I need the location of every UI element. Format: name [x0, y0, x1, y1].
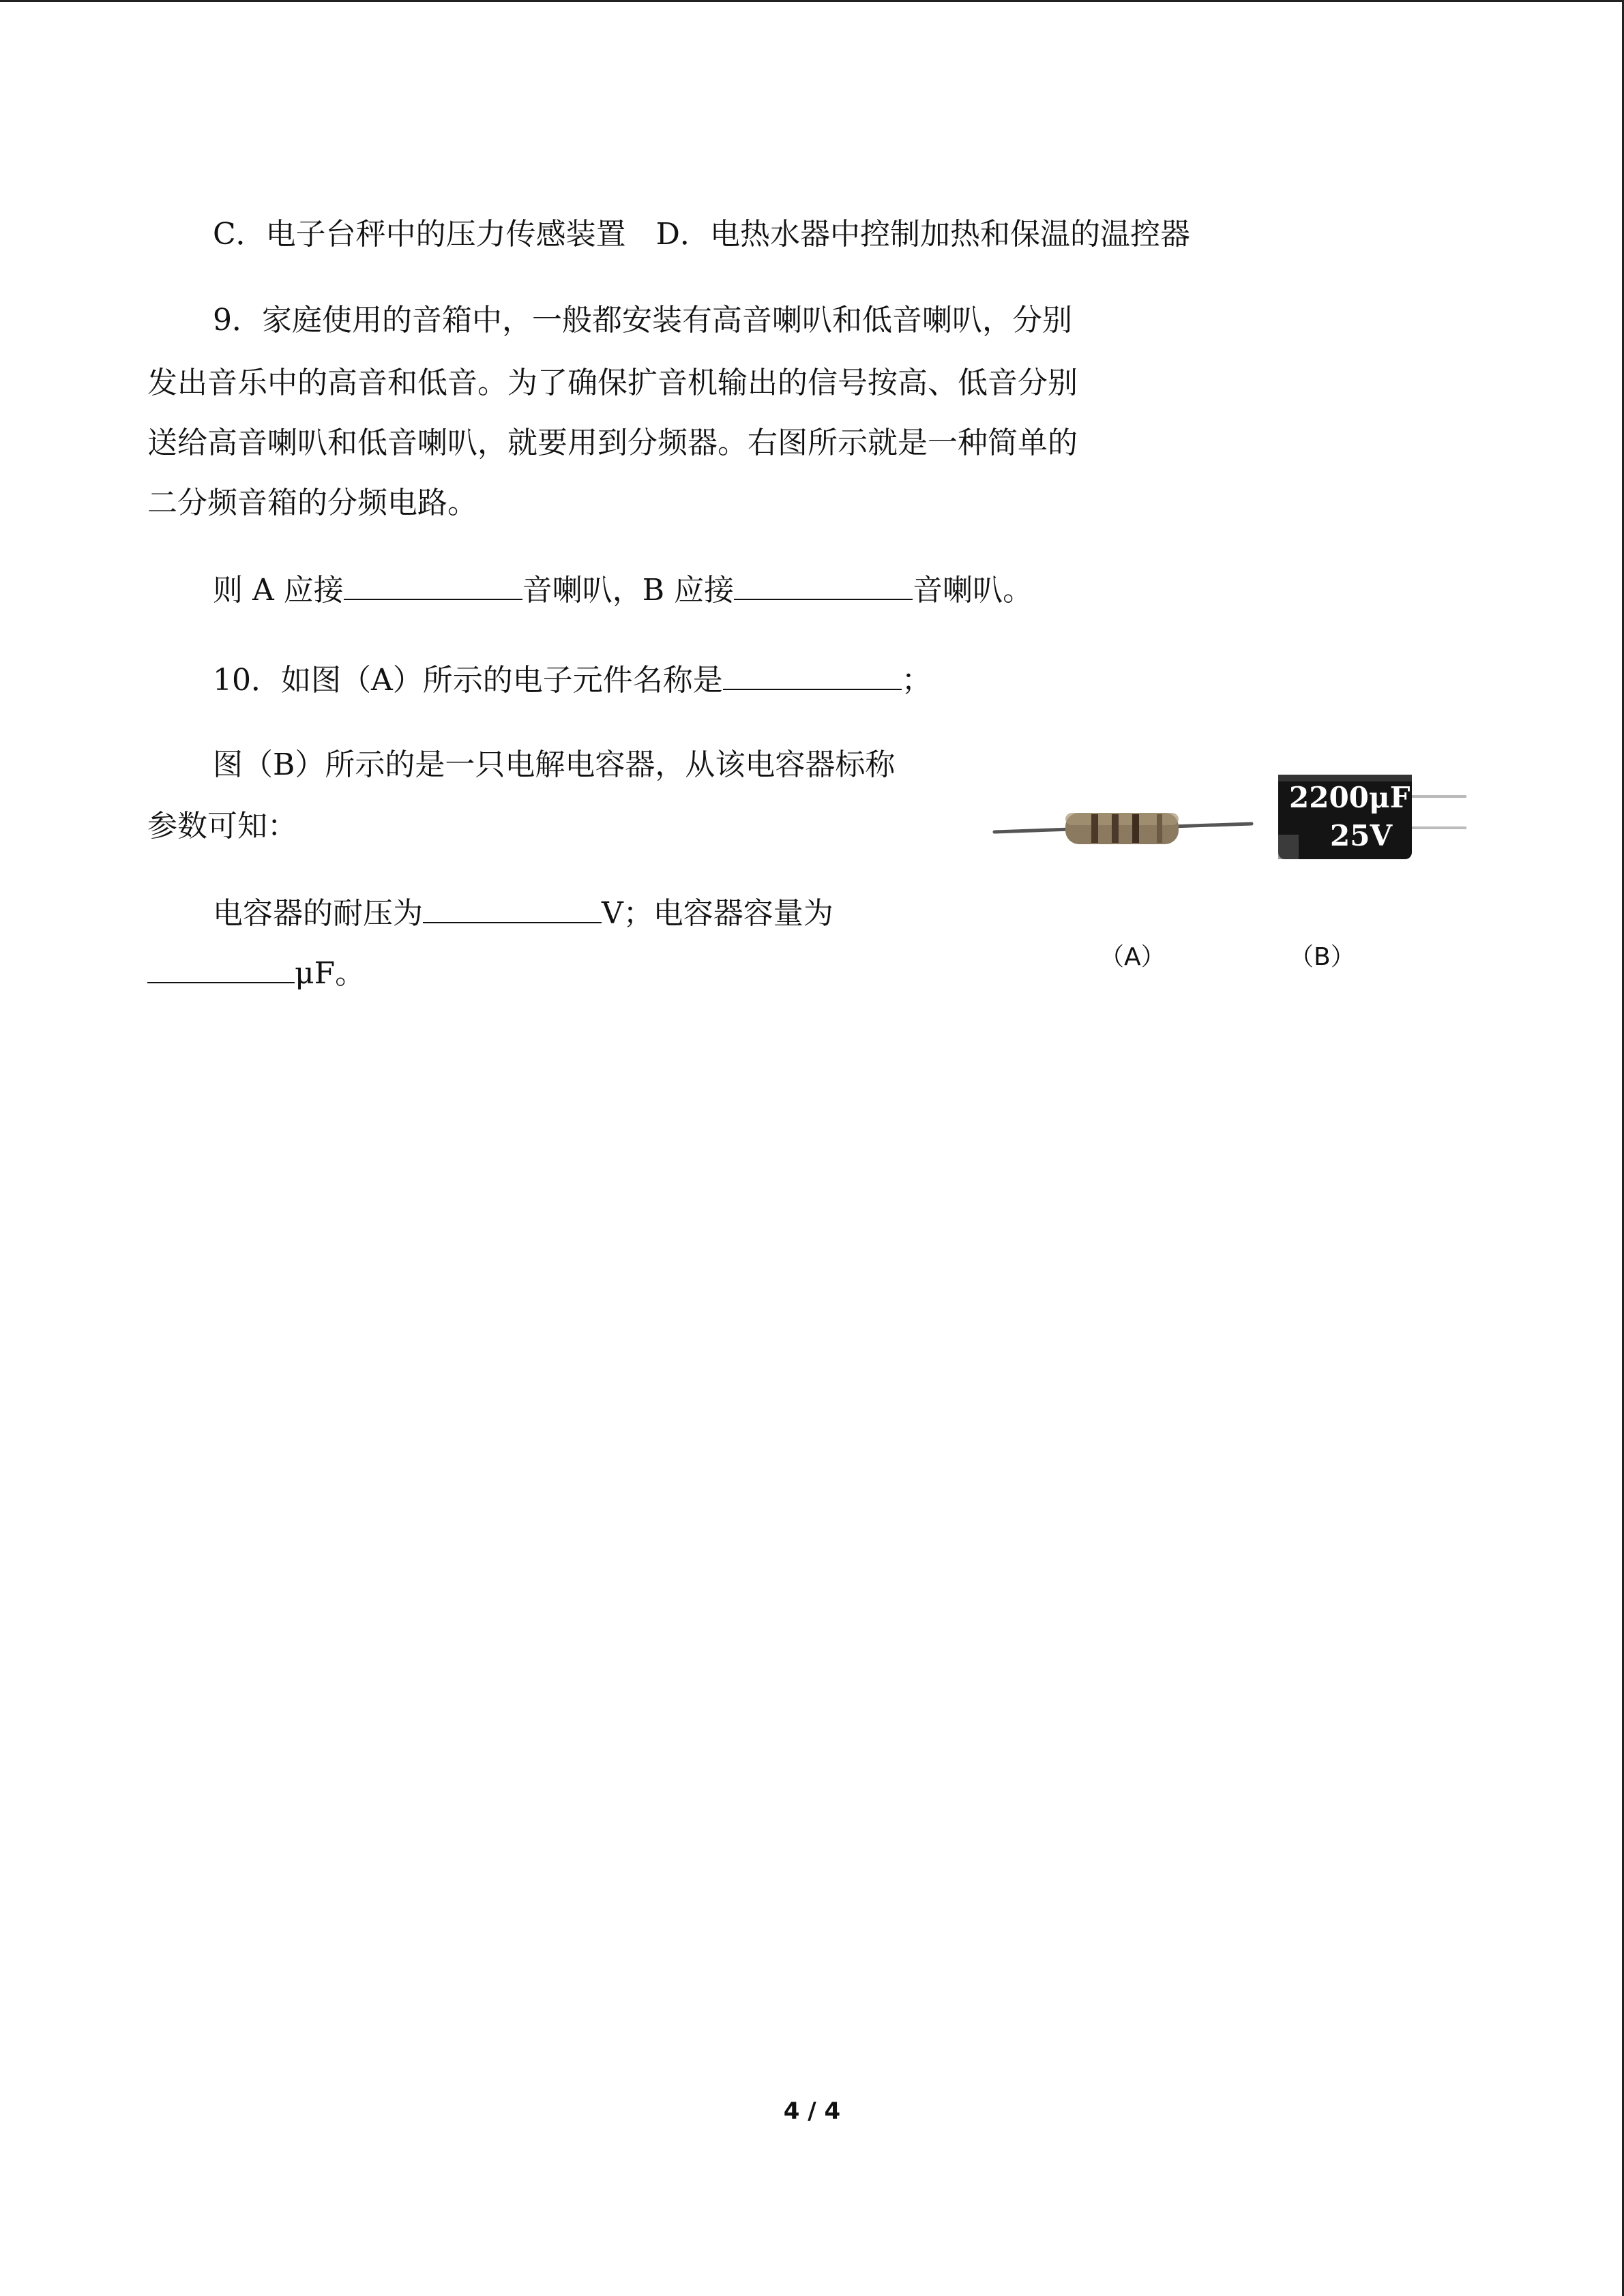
q10-line-3: 参数可知：	[147, 809, 297, 844]
option-c-d-line: C．电子台秤中的压力传感装置 D．电热水器中控制加热和保温的温控器	[213, 217, 1190, 252]
q9-line-2: 发出音乐中的高音和低音。为了确保扩音机输出的信号按高、低音分别	[147, 366, 1078, 400]
q10-prompt: 10．如图（A）所示的电子元件名称是	[213, 663, 723, 698]
q10-prompt-end: ；	[901, 663, 932, 698]
q10-line-1	[213, 659, 932, 701]
capacity-unit: μF。	[295, 956, 366, 991]
voltage-prompt: 电容器的耐压为	[213, 896, 423, 931]
resistor-lead-left	[994, 829, 1071, 832]
figure-a-label: （A）	[1099, 943, 1166, 971]
q9-answer-suffix: 音喇叭。	[913, 573, 1033, 608]
answer-blank-b[interactable]	[734, 569, 913, 600]
q9-answer-line	[213, 569, 1033, 611]
q9-answer-prefix: 则 A 应接	[213, 573, 344, 608]
resistor-band-1	[1091, 814, 1098, 843]
capacity-prompt: V；电容器容量为	[602, 896, 833, 931]
answer-blank-component-name[interactable]	[723, 659, 902, 690]
resistor-band-3	[1132, 814, 1139, 843]
q10-line-5	[147, 952, 365, 994]
resistor-band-4	[1157, 814, 1162, 843]
q10-line-4	[213, 892, 833, 934]
page-top-border	[0, 0, 1624, 2]
q9-line-4: 二分频音箱的分频电路。	[147, 486, 477, 520]
capacitor-figure	[1269, 769, 1473, 871]
resistor-band-2	[1112, 814, 1119, 843]
capacitor-voltage-label: 25V	[1330, 819, 1393, 852]
resistor-figure	[989, 798, 1262, 852]
page-number: 4 / 4	[783, 2098, 841, 2125]
figure-b-label: （B）	[1289, 943, 1355, 971]
answer-blank-voltage[interactable]	[423, 892, 602, 923]
answer-blank-a[interactable]	[344, 569, 522, 600]
q9-line-1: 9．家庭使用的音箱中，一般都安装有高音喇叭和低音喇叭，分别	[213, 303, 1072, 338]
capacitor-capacity-label: 2200μF	[1289, 781, 1411, 814]
q9-line-3: 送给高音喇叭和低音喇叭，就要用到分频器。右图所示就是一种简单的	[147, 426, 1078, 460]
q10-line-2: 图（B）所示的是一只电解电容器，从该电容器标称	[213, 747, 896, 782]
q9-answer-middle: 音喇叭，B 应接	[522, 573, 735, 608]
resistor-lead-right	[1172, 824, 1252, 826]
answer-blank-capacity[interactable]	[147, 952, 295, 983]
